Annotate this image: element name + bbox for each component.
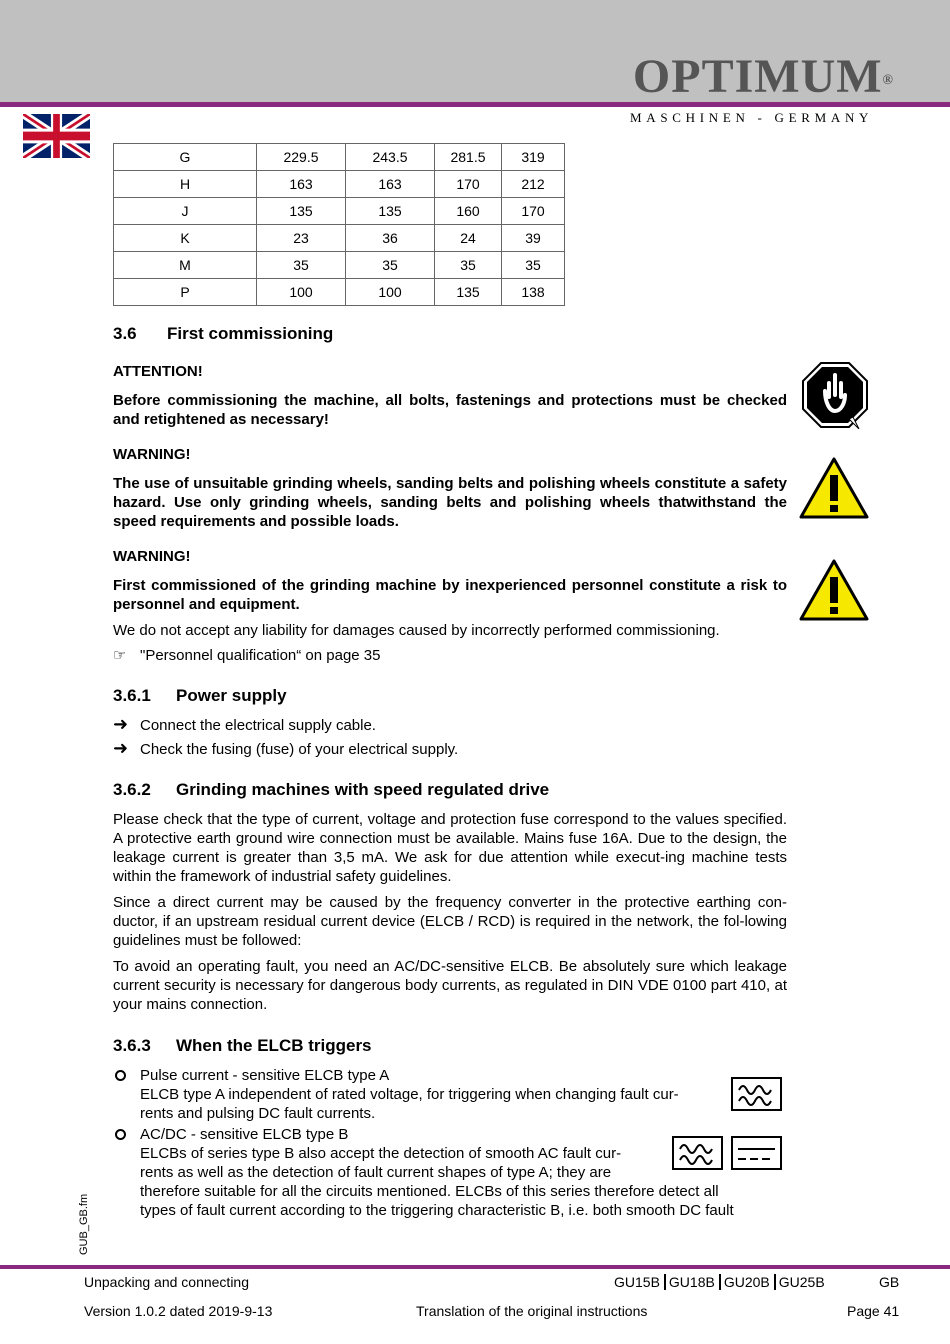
table-cell: P [114,279,257,306]
table-cell: 135 [346,198,435,225]
pulse-current-symbol-icon [731,1077,782,1111]
table-cell: 23 [257,225,346,252]
table-cell: 163 [257,171,346,198]
step-item: Check the fusing (fuse) of your electrical supply. [140,741,459,758]
table-cell: 229.5 [257,144,346,171]
paragraph: Please check that the type of current, voltage and protection fuse correspond to the values specified. A protective earth ground wire connection must be available. Mains fuse 16A. Due to the design, the leakage current is greater than 3,5 mA. We ask for due attention while execut-ing machine tests within the framework of industrial safety guidelines. [113,811,787,885]
list-item-text: types of fault current according to the triggering characteristic B, i.e. both smooth DC fault [140,1202,734,1219]
attention-label: ATTENTION! [113,363,203,380]
file-name-label: GUB_GB.fm [78,1193,90,1255]
table-cell: K [114,225,257,252]
list-item-title: Pulse current - sensitive ELCB type A [140,1067,390,1084]
brand-tagline: MASCHINEN - GERMANY [630,110,874,125]
circle-bullet-icon [114,1069,127,1082]
table-cell: 36 [346,225,435,252]
footer-accent-line [0,1265,950,1269]
warning-triangle-icon [799,457,869,519]
attention-text: Before commissioning the machine, all bolts, fastenings and protections must be checked and retightened as necessary! [113,392,787,428]
table-cell: 135 [257,198,346,225]
table-cell: 212 [502,171,565,198]
table-cell: H [114,171,257,198]
table-cell: 35 [502,252,565,279]
footer-chapter: Unpacking and connecting [84,1274,250,1290]
table-row [114,279,565,306]
model-name: GU18B [668,1274,715,1290]
model-name: GU20B [723,1274,770,1290]
table-cell: 35 [435,252,502,279]
table-cell: 163 [346,171,435,198]
arrow-right-icon: ➜ [113,714,129,734]
table-cell: 170 [502,198,565,225]
table-cell: 39 [502,225,565,252]
brand-logo: OPTIMUM® [632,50,894,103]
table-cell: 160 [435,198,502,225]
table-row [114,252,565,279]
table-cell: 100 [346,279,435,306]
list-item-text: therefore suitable for all the circuits mentioned. ELCBs of this series therefore detect all [140,1183,719,1200]
dimension-table [113,143,565,306]
table-cell: 35 [257,252,346,279]
warning1-text: The use of unsuitable grinding wheels, sanding belts and polishing wheels constitute a safety hazard. Use only grinding wheels, sanding belts and polishing wheels thatwithstand the speed requirements and possible loads. [113,475,787,530]
footer-translation-note: Translation of the original instructions [416,1303,648,1319]
table-row [114,171,565,198]
footer-models [614,1273,825,1291]
liability-text: We do not accept any liability for damages caused by incorrectly performed commissioning. [113,622,720,639]
table-cell: M [114,252,257,279]
table-cell: 100 [257,279,346,306]
model-name: GU25B [778,1274,825,1290]
model-name: GU15B [614,1274,660,1290]
list-item-text: rents and pulsing DC fault currents. [140,1105,376,1122]
heading-elcb-triggers: 3.6.3 When the ELCB triggers [113,1036,372,1055]
dc-current-symbol-icon [731,1136,782,1170]
footer-page-number: Page 41 [847,1303,900,1319]
heading-speed-regulated-drive: 3.6.2 Grinding machines with speed regulated drive [113,780,550,799]
pointing-hand-icon: ☞ [113,647,127,664]
table-cell: G [114,144,257,171]
cross-reference-link[interactable]: "Personnel qualification“ on page 35 [140,647,381,664]
paragraph: To avoid an operating fault, you need an AC/DC-sensitive ELCB. Be absolutely sure which leakage current security is necessary for dangerous body currents, as regulated in DIN VDE 0100 part 410, at your mains connection. [113,958,787,1013]
table-row [114,225,565,252]
table-cell: 319 [502,144,565,171]
table-cell: J [114,198,257,225]
table-row [114,198,565,225]
list-item-text: ELCB type A independent of rated voltage, for triggering when changing fault cur- [140,1086,679,1103]
ac-current-symbol-icon [672,1136,723,1170]
footer-language: GB [879,1274,900,1290]
warning2-text: First commissioned of the grinding machine by inexperienced personnel constitute a risk to personnel and equipment. [113,577,787,613]
list-item-text: ELCBs of series type B also accept the detection of smooth AC fault cur- [140,1145,622,1162]
table-cell: 35 [346,252,435,279]
table-cell: 170 [435,171,502,198]
footer-version: Version 1.0.2 dated 2019-9-13 [84,1303,273,1319]
warning-triangle-icon [799,559,869,621]
table-cell: 135 [435,279,502,306]
warning2-label: WARNING! [113,548,191,565]
circle-bullet-icon [114,1128,127,1141]
paragraph: Since a direct current may be caused by the frequency converter in the protective earthing con-ductor, if an upstream residual current device (ELCB / RCD) is required in the network, the fol-lowing guidelines must be followed: [113,894,787,949]
step-item: Connect the electrical supply cable. [140,717,376,734]
table-row [114,144,565,171]
heading-power-supply: 3.6.1 Power supply [113,686,287,705]
uk-flag-icon [23,114,90,158]
list-item-title: AC/DC - sensitive ELCB type B [140,1126,349,1143]
table-cell: 24 [435,225,502,252]
table-cell: 138 [502,279,565,306]
warning1-label: WARNING! [113,446,191,463]
heading-first-commissioning: 3.6 First commissioning [113,324,334,343]
table-cell: 243.5 [346,144,435,171]
table-cell: 281.5 [435,144,502,171]
list-item-text: rents as well as the detection of fault current shapes of type A; they are [140,1164,612,1181]
arrow-right-icon: ➜ [113,738,129,758]
stop-hand-icon [801,361,869,429]
